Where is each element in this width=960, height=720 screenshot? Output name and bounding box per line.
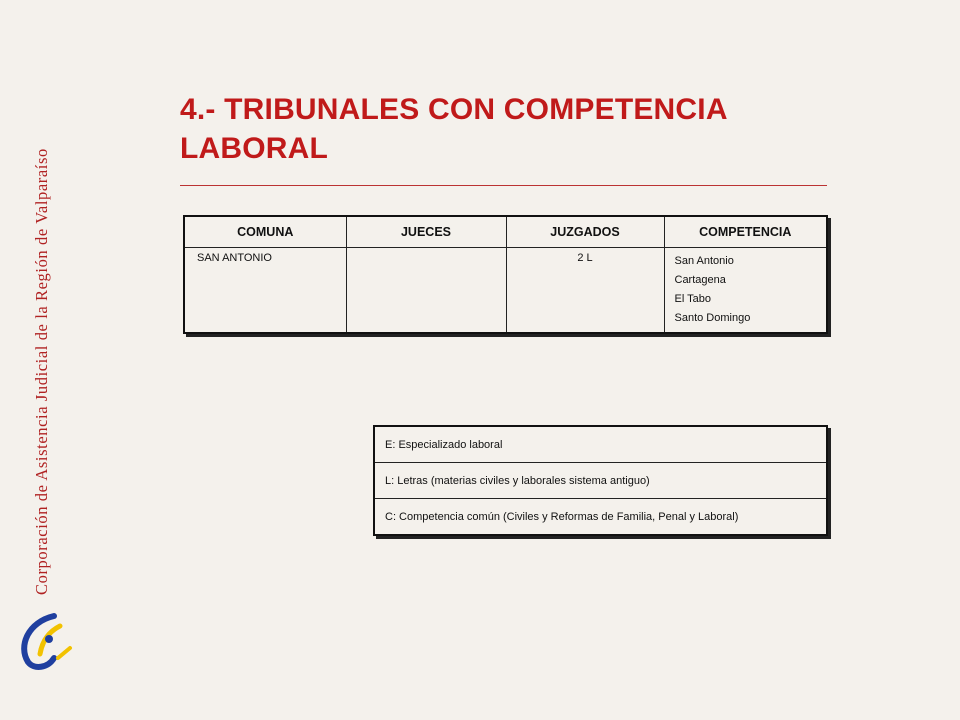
title-line-2: LABORAL	[180, 132, 329, 165]
cell-comuna: SAN ANTONIO	[184, 248, 346, 334]
title-line-1: 4.- TRIBUNALES CON COMPETENCIA	[180, 93, 728, 126]
legend-table	[373, 425, 828, 536]
header-comuna: COMUNA	[184, 216, 346, 248]
cell-juzgados: 2 L	[506, 248, 664, 334]
organization-vertical-text: Corporación de Asistencia Judicial de la Región de Valparaíso	[32, 148, 51, 595]
table-row	[184, 248, 827, 334]
legend-item-c: C: Competencia común (Civiles y Reformas de Familia, Penal y Laboral)	[374, 499, 827, 536]
legend-item-e: E: Especializado laboral	[374, 426, 827, 463]
page-title	[180, 90, 830, 168]
organization-logo	[14, 612, 76, 670]
legend-item-l: L: Letras (materias civiles y laborales sistema antiguo)	[374, 463, 827, 499]
title-divider	[180, 185, 827, 186]
competencia-item: Santo Domingo	[674, 312, 751, 324]
table-header-row	[184, 216, 827, 248]
competencia-item: El Tabo	[674, 293, 711, 305]
header-jueces: JUECES	[346, 216, 506, 248]
competencia-item: San Antonio	[674, 255, 734, 267]
competencia-list	[665, 248, 827, 328]
courts-table	[183, 215, 828, 334]
cell-jueces	[346, 248, 506, 334]
competencia-item: Cartagena	[674, 274, 726, 286]
header-competencia: COMPETENCIA	[664, 216, 827, 248]
header-juzgados: JUZGADOS	[506, 216, 664, 248]
cell-competencia	[664, 248, 827, 334]
